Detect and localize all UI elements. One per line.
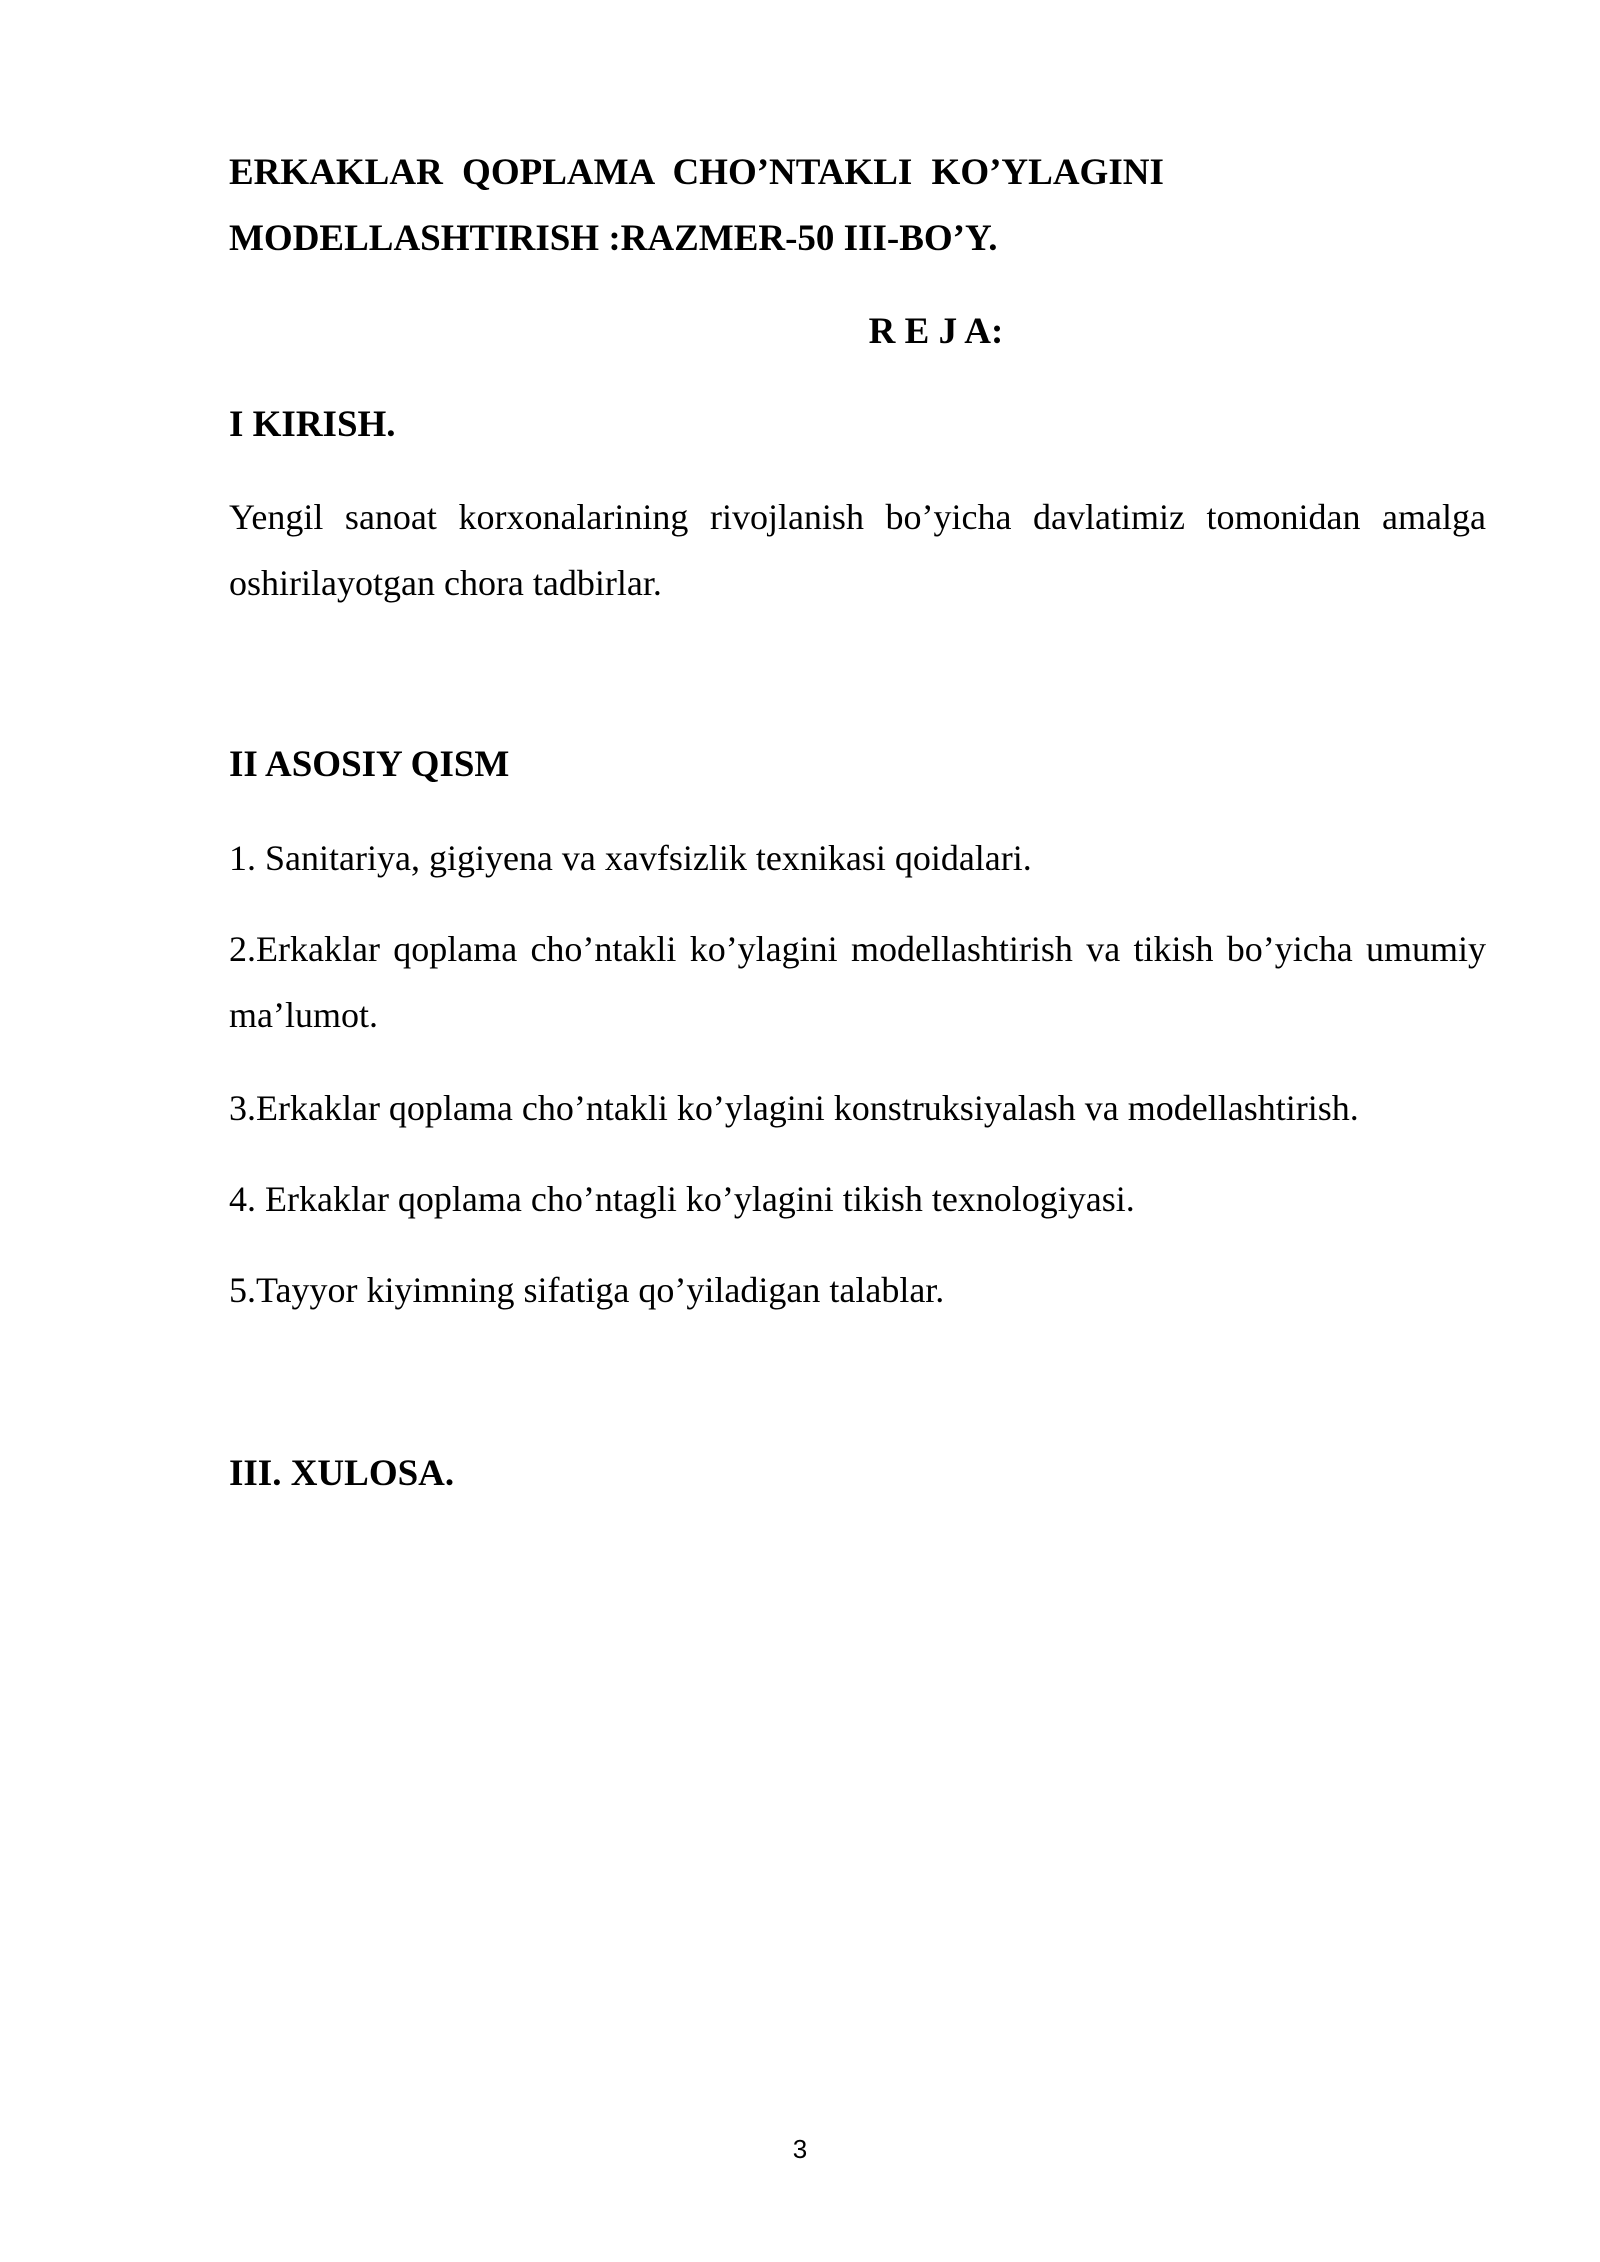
plan-item-4: 4. Erkaklar qoplama cho’ntagli ko’ylagini tikish texnologiyasi. <box>229 1179 1135 1219</box>
section-heading-main-part: II ASOSIY QISM <box>229 744 510 785</box>
plan-item-5: 5.Tayyor kiyimning sifatiga qo’yiladigan talablar. <box>229 1270 945 1310</box>
document-title-line-1: ERKAKLAR QOPLAMA CHO’NTAKLI KO’YLAGINI <box>229 152 1164 193</box>
plan-item-1: 1. Sanitariya, gigiyena va xavfsizlik texnikasi qoidalari. <box>229 838 1032 878</box>
plan-item-2: 2.Erkaklar qoplama cho’ntakli ko’ylagini modellashtirish va tikish bo’yicha umumiy ma’lumot. <box>229 929 1486 1035</box>
section-heading-conclusion: III. XULOSA. <box>229 1453 455 1494</box>
section-heading-introduction: I KIRISH. <box>229 404 396 445</box>
page-number: 3 <box>792 2134 808 2164</box>
introduction-paragraph: Yengil sanoat korxonalarining rivojlanish bo’yicha davlatimiz tomonidan amalga oshirilayotgan chora tadbirlar. <box>229 497 1486 603</box>
document-title-line-2: MODELLASHTIRISH :RAZMER-50 III-BO’Y. <box>229 218 998 259</box>
plan-heading: R E J A: <box>868 311 1004 352</box>
plan-item-3: 3.Erkaklar qoplama cho’ntakli ko’ylagini konstruksiyalash va modellashtirish. <box>229 1088 1359 1128</box>
